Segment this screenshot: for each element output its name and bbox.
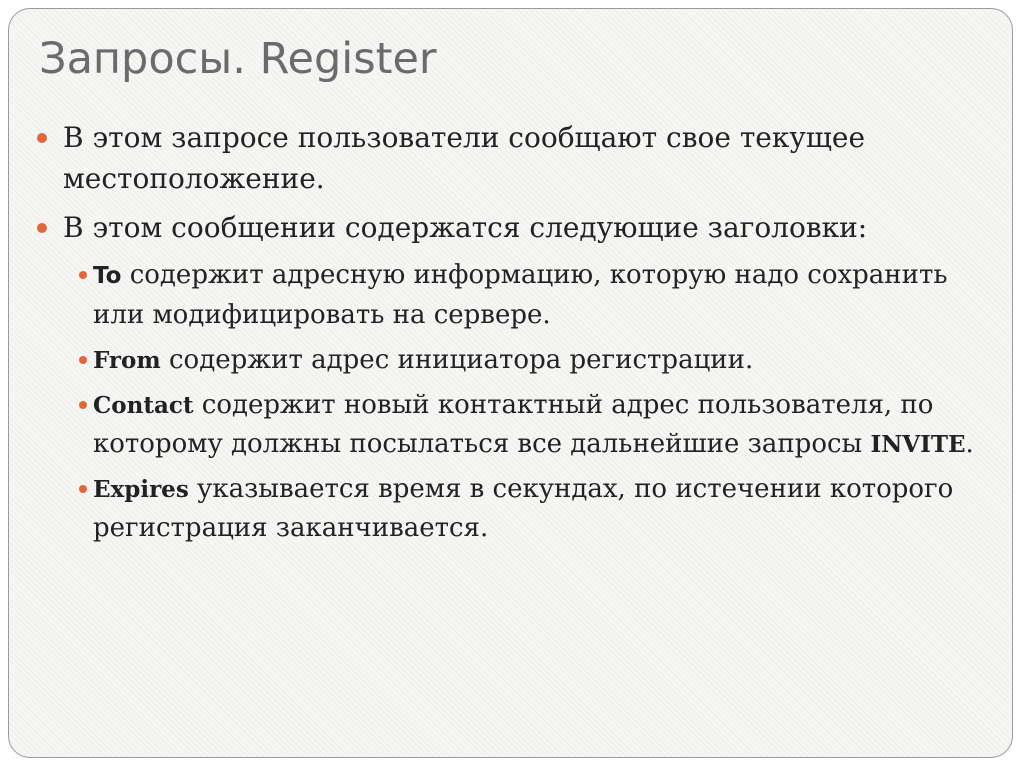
sub-bullet-dot-icon <box>79 485 87 493</box>
sub-bullet-item <box>33 386 998 464</box>
sub-bullet-text: содержит адрес инициатора регистрации. <box>160 345 754 375</box>
header-term: Expires <box>93 476 189 503</box>
sub-bullet-dot-icon <box>79 271 87 279</box>
bullet-text: В этом запросе пользователи сообщают свое текущее местоположение. <box>63 121 866 195</box>
sub-bullet-item <box>33 256 998 335</box>
slide <box>8 8 1013 758</box>
bullet-text: В этом сообщении содержатся следующие заголовки: <box>63 211 868 244</box>
sub-bullet-tail: . <box>965 429 974 459</box>
sub-bullet-text: содержит адресную информацию, которую надо сохранить или модифицировать на сервере. <box>93 260 948 330</box>
sub-bullet-item <box>33 470 998 548</box>
slide-title: Запросы. Register <box>39 34 437 84</box>
sub-bullet-dot-icon <box>79 356 87 364</box>
header-term: Contact <box>93 392 194 419</box>
header-term: From <box>93 347 161 374</box>
sub-bullet-text: указывается время в секундах, по истечении которого регистрация заканчивается. <box>93 474 954 543</box>
sub-bullet-text: содержит новый контактный адрес пользователя, по которому должны посылаться все дальнейшие запросы <box>93 390 934 459</box>
sub-bullet-item <box>33 341 998 380</box>
bullet-item <box>33 117 998 199</box>
slide-content <box>33 117 998 554</box>
sub-bullet-dot-icon <box>79 401 87 409</box>
header-term: To <box>93 263 122 289</box>
bullet-dot-icon <box>37 133 47 143</box>
bullet-item <box>33 207 998 248</box>
header-term-invite: INVITE <box>870 431 966 458</box>
bullet-dot-icon <box>37 223 47 233</box>
